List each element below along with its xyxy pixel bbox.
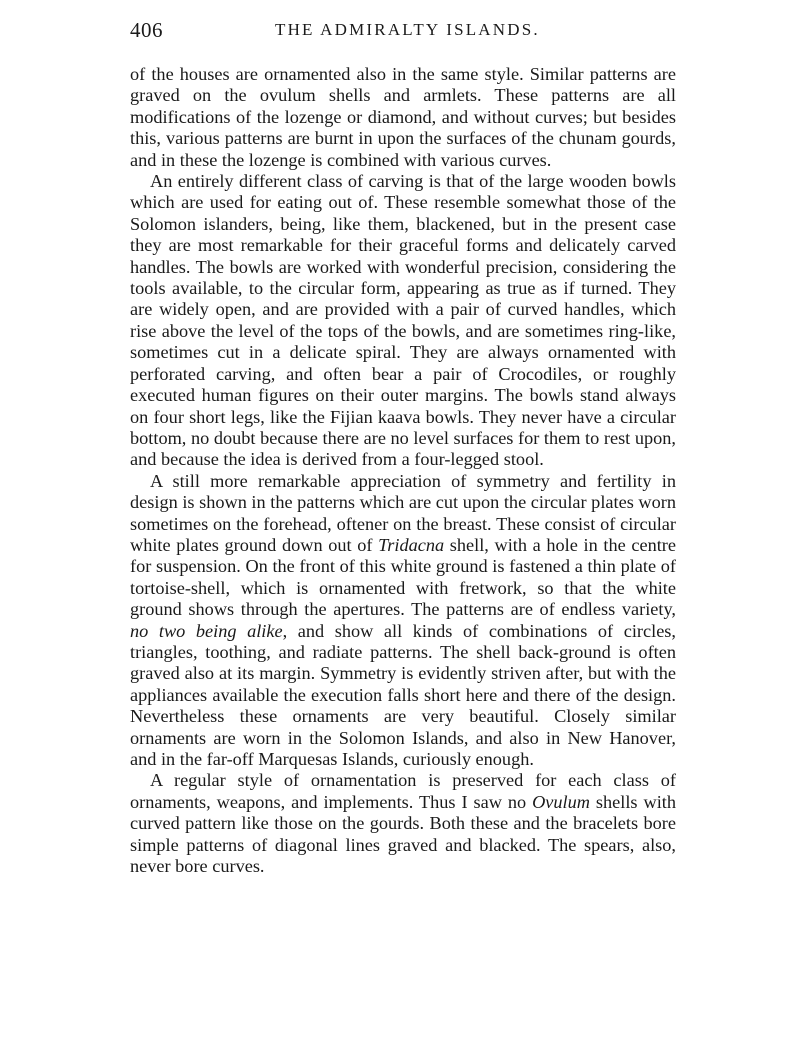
paragraph-circular-plates bbox=[130, 471, 676, 771]
body-text bbox=[130, 64, 676, 877]
running-title: THE ADMIRALTY ISLANDS. bbox=[275, 20, 540, 39]
book-page bbox=[130, 14, 676, 877]
page-number: 406 bbox=[130, 18, 163, 42]
running-head bbox=[130, 14, 676, 48]
italic-term-tridacna: Tridacna bbox=[378, 534, 445, 555]
paragraph-text: of the houses are ornamented also in the same style. Similar patterns are graved on the ovulum shells and armlets. These patterns are all modifications of the lozenge or diamond, and without curves; but besides this, various patterns are burnt in upon the surfaces of the chunam gourds, and in these the lozenge is combined with various curves. bbox=[130, 64, 676, 170]
paragraph-wooden-bowls bbox=[130, 171, 676, 471]
paragraph-text: An entirely different class of carving is that of the large wooden bowls which are used for eating out of. These resemble somewhat those of the Solomon islanders, being, like them, blackened, but in the present case they are most remarkable for their graceful forms and delicately carved handles. The bowls are worked with wonderful precision, considering the tools available, to the circular form, appearing as true as if turned. They are widely open, and are provided with a pair of curved handles, which rise above the level of the tops of the bowls, and are sometimes ring-like, sometimes cut in a delicate spiral. They are always ornamented with perforated carving, and often bear a pair of Crocodiles, or roughly executed human figures on their outer margins. The bowls stand always on four short legs, like the Fijian kaava bowls. They never have a circular bottom, no doubt because there are no level surfaces for them to rest upon, and because the idea is derived from a four-legged stool. bbox=[130, 171, 676, 470]
paragraph-text: , and show all kinds of combinations of circles, triangles, toothing, and radiate patterns. The shell back-ground is often graved also at its margin. Symmetry is evidently striven after, but with the appliances available the execution falls short here and there of the design. Nevertheless these ornaments are very beautiful. Closely similar ornaments are worn in the Solomon Islands, and also in New Hanover, and in the far-off Marquesas Islands, curiously enough. bbox=[130, 620, 676, 769]
italic-emphasis: no two being alike bbox=[130, 620, 283, 641]
paragraph-ornamentation-style bbox=[130, 770, 676, 877]
paragraph-text: A regular style of ornamentation is preserved for each class of ornaments, weapons, and implements. Thus I saw no bbox=[130, 770, 676, 812]
paragraph-houses-continuation bbox=[130, 64, 676, 171]
paragraph-text: shells with curved pattern like those on the gourds. Both these and the bracelets bore simple patterns of diagonal lines graved and blacked. The spears, also, never bore curves. bbox=[130, 791, 676, 877]
italic-term-ovulum: Ovulum bbox=[532, 791, 590, 812]
paragraph-text: shell, with a hole in the centre for suspension. On the front of this white ground is fastened a thin plate of tortoise-shell, which is ornamented with fretwork, so that the white ground shows through the apertures. The patterns are of endless variety, bbox=[130, 534, 676, 620]
paragraph-text: A still more remarkable appreciation of symmetry and fertility in design is shown in the patterns which are cut upon the circular plates worn sometimes on the forehead, oftener on the breast. These consist of circular white plates ground down out of bbox=[130, 470, 676, 555]
